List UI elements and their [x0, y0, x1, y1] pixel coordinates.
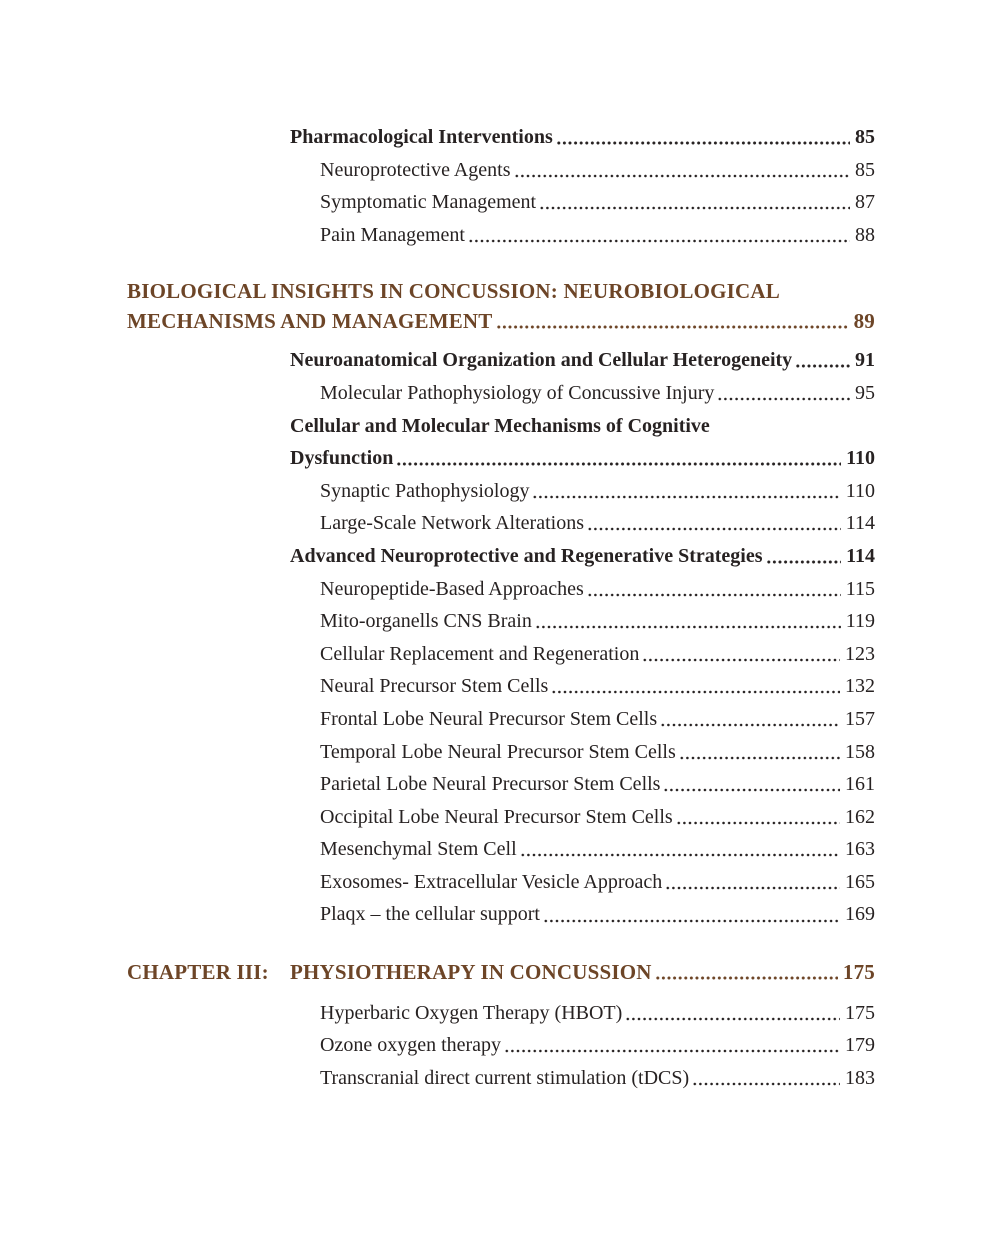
toc-entry-row [320, 219, 875, 252]
toc-entry-row [320, 703, 875, 736]
page-number: 89 [853, 309, 875, 334]
toc-entry-row [290, 344, 875, 377]
dot-leader [550, 670, 840, 703]
entry-title: Mesenchymal Stem Cell [320, 838, 517, 861]
entry-title: Symptomatic Management [320, 191, 537, 214]
toc-entry-row [290, 540, 875, 573]
page-number: 183 [845, 1066, 875, 1089]
page-number: 114 [846, 544, 875, 567]
page-number: 85 [855, 158, 875, 181]
page-number: 165 [845, 870, 875, 893]
toc-entry-row [320, 670, 875, 703]
entry-title: Neuroanatomical Organization and Cellular Heterogeneity [290, 349, 793, 372]
section-heading-line1: BIOLOGICAL INSIGHTS IN CONCUSSION: NEUROBIOLOGICAL [127, 279, 780, 304]
entry-title: Neural Precursor Stem Cells [320, 675, 549, 698]
page-number: 175 [845, 1001, 875, 1024]
page-number: 123 [845, 642, 875, 665]
entry-title: Hyperbaric Oxygen Therapy (HBOT) [320, 1001, 623, 1024]
toc-entry-row [320, 154, 875, 187]
dot-leader [395, 442, 841, 475]
dot-leader [586, 507, 841, 540]
dot-leader [495, 306, 849, 336]
entry-title: Molecular Pathophysiology of Concussive Injury [320, 381, 715, 404]
toc-entry-row [320, 377, 875, 410]
entry-title-line2-row [290, 442, 875, 475]
page-number: 87 [855, 191, 875, 214]
chapter-heading-row [127, 956, 875, 989]
entry-title-line1: Cellular and Molecular Mechanisms of Cognitive [290, 414, 710, 437]
dot-leader [624, 997, 840, 1030]
toc-entry-row [320, 801, 875, 834]
toc-entry-row [320, 736, 875, 769]
dot-leader [675, 801, 840, 834]
page-number: 157 [845, 707, 875, 730]
dot-leader [586, 573, 841, 606]
page-number: 85 [855, 126, 875, 148]
dot-leader [503, 1029, 840, 1062]
toc-entry-row [320, 186, 875, 219]
dot-leader [664, 866, 840, 899]
dot-leader [538, 186, 850, 219]
dot-leader [534, 605, 841, 638]
page-number: 132 [845, 675, 875, 698]
section-heading-line2: MECHANISMS AND MANAGEMENT [127, 309, 493, 334]
toc-entry-row [320, 475, 875, 508]
page-number: 110 [846, 447, 875, 470]
toc-entry-row [320, 833, 875, 866]
page-number: 169 [845, 903, 875, 926]
entry-title: Transcranial direct current stimulation (tDCS) [320, 1066, 690, 1089]
dot-leader [519, 833, 840, 866]
entry-title: Temporal Lobe Neural Precursor Stem Cells [320, 740, 676, 763]
dot-leader [531, 475, 840, 508]
dot-leader [691, 1062, 840, 1095]
entry-title: Ozone oxygen therapy [320, 1034, 502, 1057]
toc-entry-row [320, 898, 875, 931]
page-number: 158 [845, 740, 875, 763]
dot-leader [662, 768, 840, 801]
toc-entry-row [320, 573, 875, 606]
page-number: 95 [855, 381, 875, 404]
dot-leader [555, 121, 850, 154]
chapter-title: PHYSIOTHERAPY IN CONCUSSION [290, 960, 652, 985]
toc-entry-row [320, 866, 875, 899]
page-number: 161 [845, 773, 875, 796]
section-heading-line2-row [127, 306, 875, 336]
toc-entry-row [320, 1029, 875, 1062]
entry-title: Neuroprotective Agents [320, 158, 511, 181]
dot-leader [678, 736, 840, 769]
toc-entry-wrapped [127, 410, 875, 475]
dot-leader [794, 344, 850, 377]
toc-entry-row [290, 121, 875, 154]
dot-leader [765, 540, 842, 573]
page-number: 110 [845, 479, 875, 502]
section-heading [127, 276, 875, 336]
page-number: 162 [845, 805, 875, 828]
toc-entry-row [320, 638, 875, 671]
dot-leader [654, 956, 838, 989]
dot-leader [542, 898, 840, 931]
dot-leader [659, 703, 840, 736]
toc-entry-row [320, 507, 875, 540]
dot-leader [467, 219, 850, 252]
toc-entry-row [320, 997, 875, 1030]
page-number: 91 [855, 349, 875, 372]
dot-leader [716, 377, 850, 410]
chapter-label: CHAPTER III: [127, 960, 269, 985]
entry-title: Neuropeptide-Based Approaches [320, 577, 584, 600]
entry-title: Exosomes- Extracellular Vesicle Approach [320, 870, 663, 893]
page-number: 163 [845, 838, 875, 861]
toc-entry-row [320, 605, 875, 638]
entry-title: Frontal Lobe Neural Precursor Stem Cells [320, 707, 658, 730]
entry-title-line2: Dysfunction [290, 447, 394, 470]
page-number: 175 [842, 960, 875, 985]
dot-leader [641, 638, 840, 671]
toc-entry-row [320, 768, 875, 801]
entry-title: Pain Management [320, 223, 465, 246]
toc-entry-row [320, 1062, 875, 1095]
entry-title: Pharmacological Interventions [290, 126, 553, 148]
entry-title: Mito-organells CNS Brain [320, 610, 532, 633]
entry-title: Advanced Neuroprotective and Regenerative Strategies [290, 544, 763, 567]
page-number: 114 [845, 512, 875, 535]
page-number: 115 [845, 577, 875, 600]
entry-title: Cellular Replacement and Regeneration [320, 642, 640, 665]
page-number: 119 [845, 610, 875, 633]
page-number: 179 [845, 1034, 875, 1057]
page-number: 88 [855, 223, 875, 246]
entry-title: Large-Scale Network Alterations [320, 512, 584, 535]
dot-leader [513, 154, 851, 187]
entry-title: Occipital Lobe Neural Precursor Stem Cells [320, 805, 673, 828]
entry-title: Plaqx – the cellular support [320, 903, 540, 926]
entry-title: Synaptic Pathophysiology [320, 479, 530, 502]
entry-title: Parietal Lobe Neural Precursor Stem Cells [320, 773, 661, 796]
